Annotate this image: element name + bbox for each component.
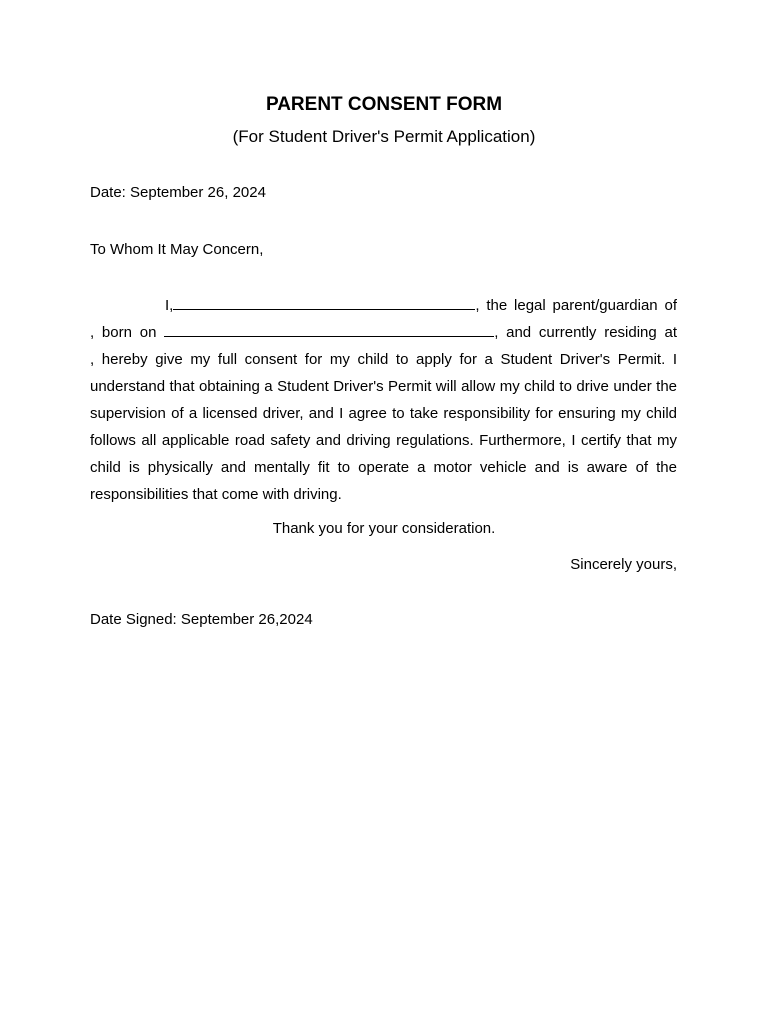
paragraph-line-4: understand that obtaining a Student Driver's Permit will allow my child to drive under the — [90, 378, 677, 395]
line1-prefix: I, — [165, 297, 174, 314]
paragraph-line-3: , hereby give my full consent for my child to apply for a Student Driver's Permit. I — [90, 351, 677, 368]
line1-suffix: , the legal parent/guardian of — [475, 297, 677, 314]
birth-date-blank[interactable] — [164, 322, 494, 337]
paragraph-line-7: child is physically and mentally fit to operate a motor vehicle and is aware of the — [90, 459, 677, 476]
form-subtitle: (For Student Driver's Permit Application) — [232, 127, 536, 146]
guardian-name-blank[interactable] — [173, 295, 475, 310]
date-line: Date: September 26, 2024 — [90, 184, 266, 201]
line2-suffix: , and currently residing at — [494, 324, 677, 341]
paragraph-line-2 — [90, 319, 677, 346]
consent-paragraph — [90, 292, 677, 508]
closing-line: Sincerely yours, — [570, 556, 677, 573]
line2-prefix: , born on — [90, 324, 157, 341]
date-signed-line: Date Signed: September 26,2024 — [90, 611, 313, 628]
form-title: PARENT CONSENT FORM — [265, 94, 503, 115]
paragraph-line-1 — [90, 292, 677, 319]
paragraph-line-8: responsibilities that come with driving. — [90, 486, 342, 503]
salutation: To Whom It May Concern, — [90, 241, 264, 258]
thanks-line: Thank you for your consideration. — [272, 520, 496, 537]
paragraph-line-6: follows all applicable road safety and driving regulations. Furthermore, I certify that my — [90, 432, 677, 449]
paragraph-line-5: supervision of a licensed driver, and I agree to take responsibility for ensuring my child — [90, 405, 677, 422]
